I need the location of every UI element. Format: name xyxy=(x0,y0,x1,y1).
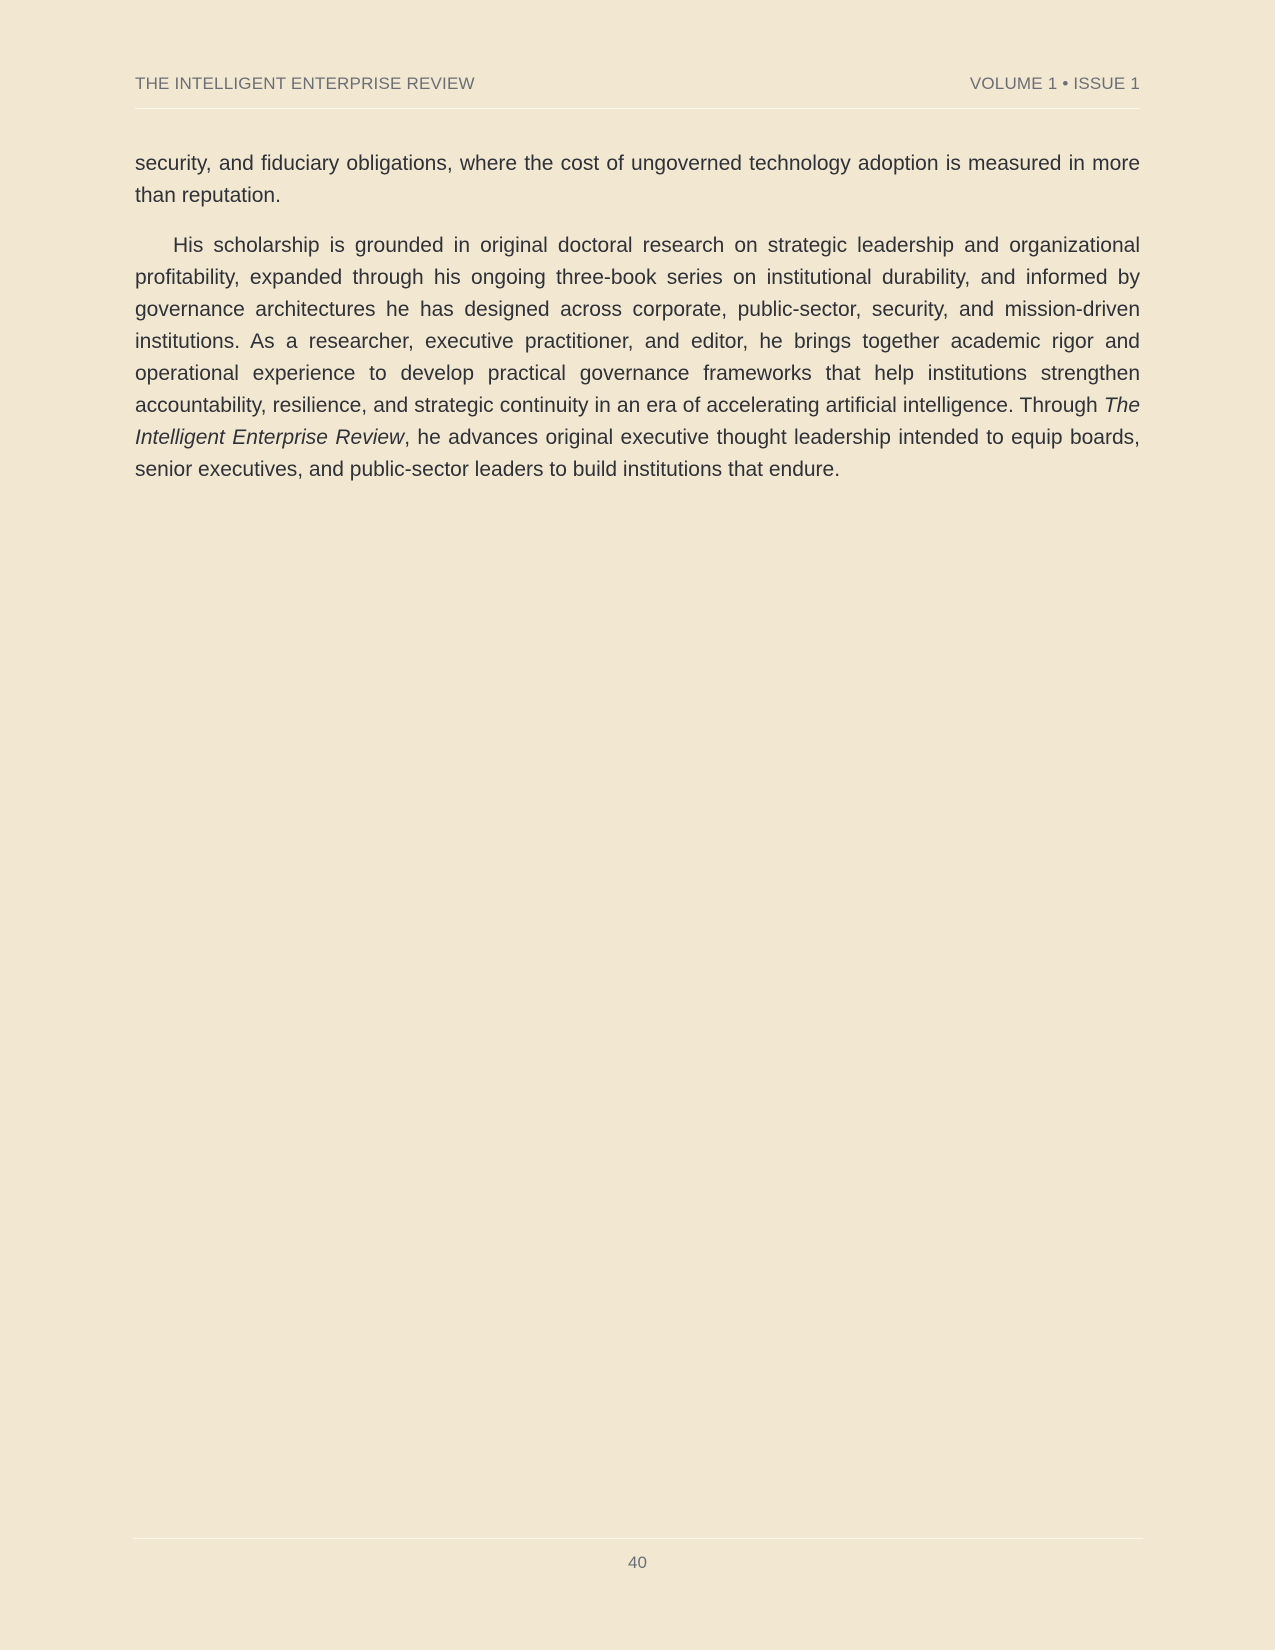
article-body xyxy=(135,148,1140,486)
bio-text-after-title: , he advances original executive thought leadership intended to equip boards, senior executives, and public-sector leaders to build institutions that endure. xyxy=(135,426,1140,481)
footer-rule xyxy=(133,1538,1143,1539)
running-header xyxy=(135,72,1140,109)
bio-text-before-title: His scholarship is grounded in original doctoral research on strategic leadership and organizational profitability, expanded through his ongoing three-book series on institutional durability, and informed by governance architectures he has designed across corporate, public-sector, security, and mission-driven institutions. As a researcher, executive practitioner, and editor, he brings together academic rigor and operational experience to develop practical governance frameworks that help institutions strengthen accountability, resilience, and strategic continuity in an era of accelerating artificial intelligence. Through xyxy=(135,234,1140,417)
issue-label: VOLUME 1 • ISSUE 1 xyxy=(969,74,1140,93)
page-number: 40 xyxy=(628,1553,647,1572)
continued-paragraph: security, and fiduciary obligations, where the cost of ungoverned technology adoption is measured in more than reputation. xyxy=(135,152,1140,207)
publication-title-italic: The Intelligent Enterprise Review xyxy=(135,394,1140,449)
publication-title: THE INTELLIGENT ENTERPRISE REVIEW xyxy=(135,74,475,93)
bio-paragraph xyxy=(135,230,1140,486)
